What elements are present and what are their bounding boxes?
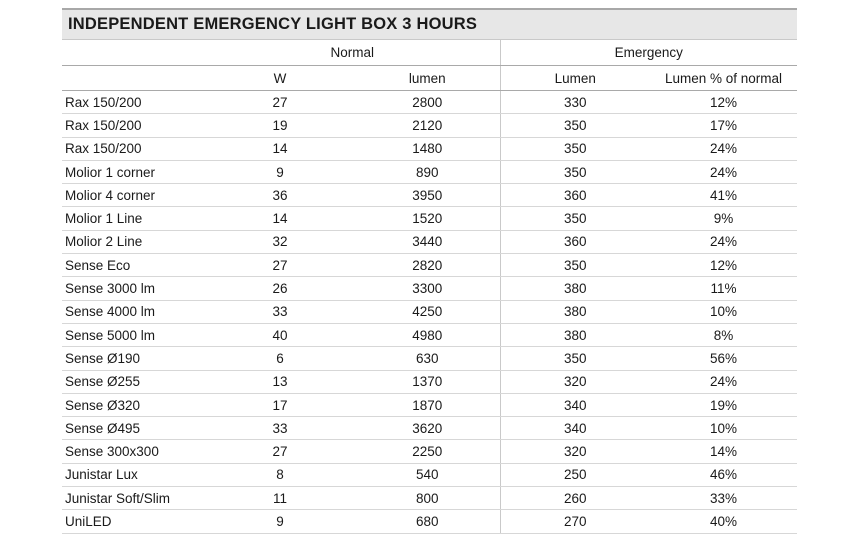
table-row <box>62 300 797 323</box>
cell-normal-watt: 27 <box>205 440 355 463</box>
cell-emergency-percent: 9% <box>650 207 797 230</box>
table-row <box>62 417 797 440</box>
cell-product-name: Junistar Soft/Slim <box>62 487 205 510</box>
cell-emergency-percent: 24% <box>650 230 797 253</box>
data-table <box>62 40 797 534</box>
group-header-emergency: Emergency <box>500 40 797 66</box>
cell-normal-lumen: 2800 <box>355 91 500 114</box>
cell-emergency-lumen: 350 <box>500 137 650 160</box>
cell-product-name: Sense Ø495 <box>62 417 205 440</box>
cell-normal-watt: 26 <box>205 277 355 300</box>
table-row <box>62 114 797 137</box>
cell-emergency-lumen: 350 <box>500 160 650 183</box>
cell-product-name: Sense 4000 lm <box>62 300 205 323</box>
cell-emergency-percent: 12% <box>650 254 797 277</box>
table-row <box>62 323 797 346</box>
cell-product-name: Sense Eco <box>62 254 205 277</box>
cell-emergency-percent: 12% <box>650 91 797 114</box>
cell-emergency-lumen: 330 <box>500 91 650 114</box>
table-row <box>62 370 797 393</box>
cell-emergency-lumen: 260 <box>500 487 650 510</box>
cell-emergency-lumen: 350 <box>500 207 650 230</box>
cell-normal-watt: 9 <box>205 510 355 533</box>
column-header-emergency-lumen: Lumen <box>500 66 650 91</box>
cell-emergency-percent: 11% <box>650 277 797 300</box>
column-header-watt: W <box>205 66 355 91</box>
cell-product-name: Rax 150/200 <box>62 91 205 114</box>
column-header-emergency-percent: Lumen % of normal <box>650 66 797 91</box>
cell-emergency-lumen: 360 <box>500 184 650 207</box>
cell-emergency-percent: 10% <box>650 300 797 323</box>
cell-normal-watt: 6 <box>205 347 355 370</box>
group-header-spacer <box>62 40 205 66</box>
cell-normal-lumen: 680 <box>355 510 500 533</box>
table-row <box>62 487 797 510</box>
cell-normal-lumen: 3440 <box>355 230 500 253</box>
cell-product-name: Molior 4 corner <box>62 184 205 207</box>
cell-normal-watt: 27 <box>205 91 355 114</box>
group-header-row <box>62 40 797 66</box>
table-row <box>62 510 797 533</box>
cell-product-name: Molior 1 corner <box>62 160 205 183</box>
cell-product-name: Junistar Lux <box>62 463 205 486</box>
cell-emergency-percent: 41% <box>650 184 797 207</box>
cell-normal-watt: 32 <box>205 230 355 253</box>
table-row <box>62 207 797 230</box>
cell-normal-watt: 14 <box>205 137 355 160</box>
cell-normal-watt: 11 <box>205 487 355 510</box>
cell-emergency-percent: 46% <box>650 463 797 486</box>
cell-normal-lumen: 3950 <box>355 184 500 207</box>
cell-normal-lumen: 3620 <box>355 417 500 440</box>
cell-product-name: Sense Ø320 <box>62 393 205 416</box>
emergency-light-table <box>62 8 797 534</box>
table-row <box>62 463 797 486</box>
cell-product-name: UniLED <box>62 510 205 533</box>
cell-normal-watt: 14 <box>205 207 355 230</box>
cell-normal-lumen: 1370 <box>355 370 500 393</box>
cell-emergency-lumen: 380 <box>500 277 650 300</box>
cell-normal-lumen: 800 <box>355 487 500 510</box>
cell-normal-watt: 19 <box>205 114 355 137</box>
cell-normal-lumen: 4250 <box>355 300 500 323</box>
cell-emergency-percent: 10% <box>650 417 797 440</box>
cell-product-name: Rax 150/200 <box>62 114 205 137</box>
cell-normal-lumen: 1870 <box>355 393 500 416</box>
cell-emergency-lumen: 340 <box>500 417 650 440</box>
cell-product-name: Rax 150/200 <box>62 137 205 160</box>
table-row <box>62 184 797 207</box>
cell-emergency-lumen: 350 <box>500 347 650 370</box>
column-header-lumen: lumen <box>355 66 500 91</box>
cell-emergency-percent: 33% <box>650 487 797 510</box>
cell-emergency-percent: 40% <box>650 510 797 533</box>
cell-emergency-percent: 24% <box>650 137 797 160</box>
cell-normal-lumen: 2250 <box>355 440 500 463</box>
cell-normal-watt: 33 <box>205 300 355 323</box>
column-header-product <box>62 66 205 91</box>
cell-emergency-percent: 24% <box>650 160 797 183</box>
cell-emergency-lumen: 360 <box>500 230 650 253</box>
cell-normal-lumen: 890 <box>355 160 500 183</box>
cell-emergency-lumen: 320 <box>500 440 650 463</box>
cell-normal-watt: 36 <box>205 184 355 207</box>
cell-emergency-lumen: 340 <box>500 393 650 416</box>
table-row <box>62 137 797 160</box>
cell-emergency-percent: 17% <box>650 114 797 137</box>
cell-normal-lumen: 630 <box>355 347 500 370</box>
cell-normal-watt: 27 <box>205 254 355 277</box>
cell-normal-watt: 9 <box>205 160 355 183</box>
cell-emergency-lumen: 350 <box>500 254 650 277</box>
cell-normal-lumen: 2820 <box>355 254 500 277</box>
group-header-normal: Normal <box>205 40 500 66</box>
table-row <box>62 347 797 370</box>
cell-normal-lumen: 1520 <box>355 207 500 230</box>
cell-emergency-lumen: 350 <box>500 114 650 137</box>
cell-product-name: Sense Ø255 <box>62 370 205 393</box>
cell-emergency-lumen: 380 <box>500 323 650 346</box>
cell-normal-lumen: 3300 <box>355 277 500 300</box>
cell-normal-watt: 13 <box>205 370 355 393</box>
cell-emergency-percent: 19% <box>650 393 797 416</box>
cell-emergency-lumen: 380 <box>500 300 650 323</box>
cell-product-name: Sense 5000 lm <box>62 323 205 346</box>
cell-emergency-percent: 8% <box>650 323 797 346</box>
cell-product-name: Molior 2 Line <box>62 230 205 253</box>
cell-normal-lumen: 2120 <box>355 114 500 137</box>
cell-product-name: Sense 300x300 <box>62 440 205 463</box>
table-row <box>62 91 797 114</box>
cell-emergency-percent: 24% <box>650 370 797 393</box>
page-title: INDEPENDENT EMERGENCY LIGHT BOX 3 HOURS <box>68 15 478 33</box>
cell-normal-watt: 17 <box>205 393 355 416</box>
cell-emergency-percent: 14% <box>650 440 797 463</box>
cell-product-name: Sense 3000 lm <box>62 277 205 300</box>
table-row <box>62 160 797 183</box>
cell-normal-watt: 40 <box>205 323 355 346</box>
table-row <box>62 277 797 300</box>
table-row <box>62 230 797 253</box>
table-row <box>62 254 797 277</box>
cell-emergency-lumen: 320 <box>500 370 650 393</box>
cell-product-name: Sense Ø190 <box>62 347 205 370</box>
cell-emergency-lumen: 250 <box>500 463 650 486</box>
table-row <box>62 440 797 463</box>
column-header-row <box>62 66 797 91</box>
table-row <box>62 393 797 416</box>
cell-normal-lumen: 1480 <box>355 137 500 160</box>
cell-normal-lumen: 4980 <box>355 323 500 346</box>
table-body <box>62 91 797 534</box>
cell-normal-lumen: 540 <box>355 463 500 486</box>
cell-emergency-percent: 56% <box>650 347 797 370</box>
cell-normal-watt: 8 <box>205 463 355 486</box>
cell-emergency-lumen: 270 <box>500 510 650 533</box>
table-title-bar <box>62 8 797 40</box>
cell-normal-watt: 33 <box>205 417 355 440</box>
cell-product-name: Molior 1 Line <box>62 207 205 230</box>
